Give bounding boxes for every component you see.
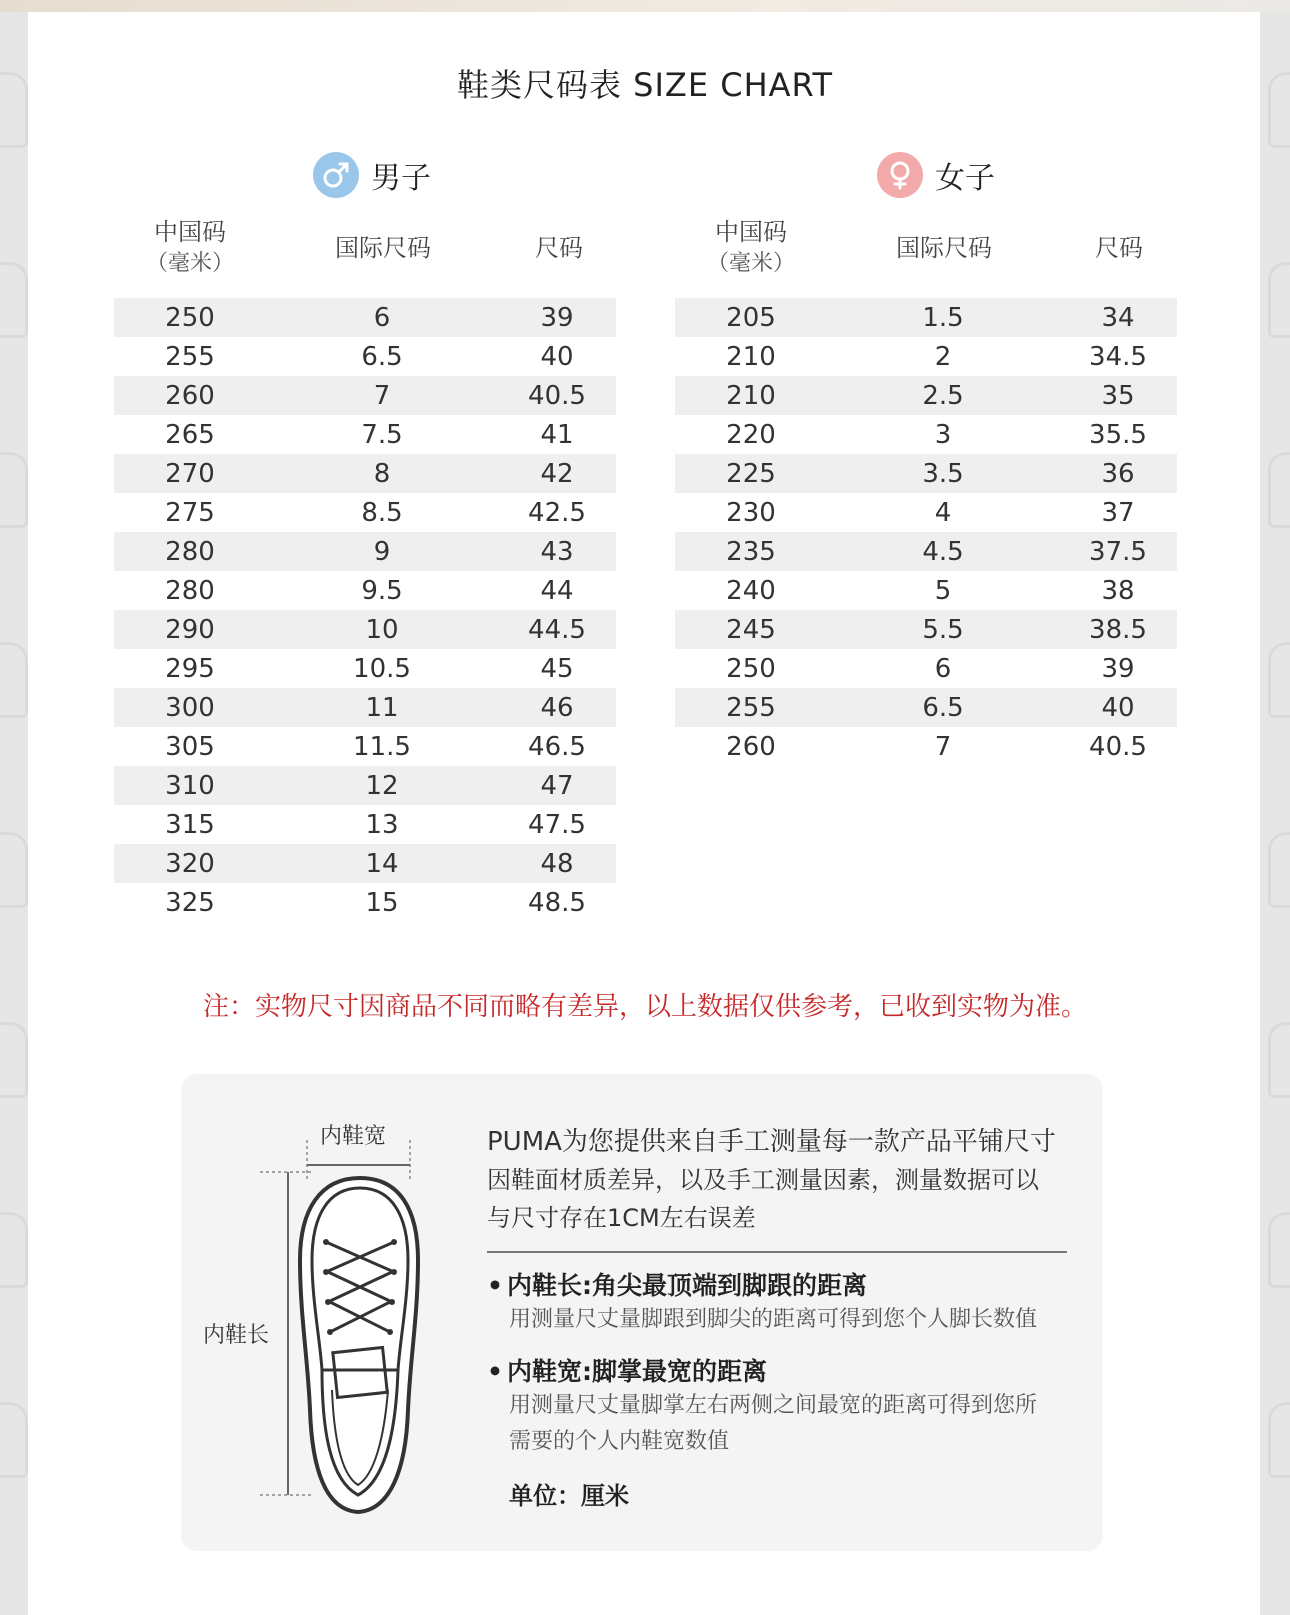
eu-size-cell: 40.5 bbox=[1089, 731, 1147, 762]
intl-size-cell: 10.5 bbox=[353, 653, 411, 684]
unit-label: 单位：厘米 bbox=[509, 1482, 629, 1510]
men-header-intl: 国际尺码 bbox=[335, 234, 431, 262]
cn-size-cell: 250 bbox=[726, 653, 776, 684]
cn-size-cell: 225 bbox=[726, 458, 776, 489]
table-row bbox=[675, 298, 1177, 337]
intl-size-cell: 3.5 bbox=[922, 458, 964, 489]
women-header-intl: 国际尺码 bbox=[896, 234, 992, 262]
intl-size-cell: 10 bbox=[365, 614, 399, 645]
measurement-intro: PUMA为您提供来自手工测量每一款产品平铺尺寸 因鞋面材质差异，以及手工测量因素，测量数据可以 与尺寸存在1CM左右误差 bbox=[487, 1127, 1056, 1232]
cn-size-cell: 265 bbox=[165, 419, 215, 450]
eu-size-cell: 44.5 bbox=[528, 614, 586, 645]
cn-size-cell: 220 bbox=[726, 419, 776, 450]
intl-size-cell: 13 bbox=[365, 809, 399, 840]
intl-size-cell: 6.5 bbox=[922, 692, 964, 723]
eu-size-cell: 34.5 bbox=[1089, 341, 1147, 372]
table-row bbox=[114, 571, 616, 610]
table-row bbox=[675, 376, 1177, 415]
table-row bbox=[114, 337, 616, 376]
cn-size-cell: 280 bbox=[165, 536, 215, 567]
intl-size-cell: 2 bbox=[934, 341, 952, 372]
eu-size-cell: 38.5 bbox=[1089, 614, 1147, 645]
intl-size-cell: 12 bbox=[365, 770, 399, 801]
eu-size-cell: 42 bbox=[540, 458, 574, 489]
shoe-outline-icon bbox=[260, 1140, 460, 1520]
cn-size-cell: 290 bbox=[165, 614, 215, 645]
intl-size-cell: 7 bbox=[373, 380, 391, 411]
intl-size-cell: 6 bbox=[373, 302, 391, 333]
cn-size-cell: 300 bbox=[165, 692, 215, 723]
cn-size-cell: 325 bbox=[165, 887, 215, 918]
table-row bbox=[114, 415, 616, 454]
intl-size-cell: 11.5 bbox=[353, 731, 411, 762]
table-row bbox=[114, 805, 616, 844]
eu-size-cell: 41 bbox=[540, 419, 574, 450]
intl-size-cell: 6.5 bbox=[361, 341, 403, 372]
table-row bbox=[114, 766, 616, 805]
intl-size-cell: 8 bbox=[373, 458, 391, 489]
eu-size-cell: 40 bbox=[540, 341, 574, 372]
top-strip bbox=[0, 0, 1290, 12]
page-title: 鞋类尺码表 SIZE CHART bbox=[457, 66, 833, 104]
intl-size-cell: 9.5 bbox=[361, 575, 403, 606]
men-header-cn: 中国码 （毫米） bbox=[145, 218, 234, 276]
disclaimer-note: 注：实物尺寸因商品不同而略有差异，以上数据仅供参考，已收到实物为准。 bbox=[202, 992, 1087, 1022]
cn-size-cell: 230 bbox=[726, 497, 776, 528]
intl-size-cell: 11 bbox=[365, 692, 399, 723]
men-label: 男子 bbox=[371, 161, 431, 196]
inner-width-bullet: • 内鞋宽:脚掌最宽的距离 用测量尺丈量脚掌左右两侧之间最宽的距离可得到您所 需要的个人内鞋宽数值 bbox=[487, 1357, 1038, 1454]
eu-size-cell: 34 bbox=[1101, 302, 1135, 333]
cn-size-cell: 260 bbox=[165, 380, 215, 411]
table-row bbox=[114, 532, 616, 571]
men-heading bbox=[313, 148, 431, 202]
inner-width-label: 内鞋宽 bbox=[320, 1124, 387, 1149]
intl-size-cell: 7 bbox=[934, 731, 952, 762]
table-row bbox=[114, 376, 616, 415]
table-row bbox=[114, 727, 616, 766]
men-size-table bbox=[114, 298, 616, 922]
divider bbox=[487, 1251, 1067, 1253]
table-row bbox=[114, 610, 616, 649]
women-label: 女子 bbox=[935, 161, 995, 196]
table-row bbox=[675, 337, 1177, 376]
left-watermark-margin bbox=[0, 12, 28, 1615]
cn-size-cell: 260 bbox=[726, 731, 776, 762]
eu-size-cell: 44 bbox=[540, 575, 574, 606]
cn-size-cell: 210 bbox=[726, 341, 776, 372]
intl-size-cell: 6 bbox=[934, 653, 952, 684]
intl-size-cell: 5.5 bbox=[922, 614, 964, 645]
female-symbol-icon bbox=[877, 152, 923, 198]
cn-size-cell: 255 bbox=[726, 692, 776, 723]
eu-size-cell: 39 bbox=[1101, 653, 1135, 684]
table-row bbox=[114, 844, 616, 883]
table-row bbox=[675, 571, 1177, 610]
cn-size-cell: 310 bbox=[165, 770, 215, 801]
inner-length-label: 内鞋长 bbox=[203, 1323, 270, 1348]
intl-size-cell: 2.5 bbox=[922, 380, 964, 411]
table-row bbox=[114, 883, 616, 922]
intl-size-cell: 5 bbox=[934, 575, 952, 606]
cn-size-cell: 255 bbox=[165, 341, 215, 372]
table-row bbox=[675, 493, 1177, 532]
intl-size-cell: 9 bbox=[373, 536, 391, 567]
eu-size-cell: 42.5 bbox=[528, 497, 586, 528]
eu-size-cell: 40.5 bbox=[528, 380, 586, 411]
women-heading bbox=[877, 148, 995, 202]
eu-size-cell: 38 bbox=[1101, 575, 1135, 606]
table-row bbox=[675, 688, 1177, 727]
intl-size-cell: 1.5 bbox=[922, 302, 964, 333]
women-header-eu: 尺码 bbox=[1095, 234, 1143, 262]
eu-size-cell: 40 bbox=[1101, 692, 1135, 723]
cn-size-cell: 315 bbox=[165, 809, 215, 840]
cn-size-cell: 320 bbox=[165, 848, 215, 879]
inner-length-bullet: • 内鞋长:角尖最顶端到脚跟的距离 用测量尺丈量脚跟到脚尖的距离可得到您个人脚长数值 bbox=[487, 1271, 1038, 1332]
male-symbol-icon bbox=[313, 152, 359, 198]
cn-size-cell: 280 bbox=[165, 575, 215, 606]
eu-size-cell: 43 bbox=[540, 536, 574, 567]
table-row bbox=[114, 649, 616, 688]
table-row bbox=[675, 454, 1177, 493]
cn-size-cell: 205 bbox=[726, 302, 776, 333]
table-row bbox=[114, 688, 616, 727]
table-row bbox=[675, 610, 1177, 649]
eu-size-cell: 36 bbox=[1101, 458, 1135, 489]
table-row bbox=[675, 415, 1177, 454]
men-header-eu: 尺码 bbox=[535, 234, 583, 262]
eu-size-cell: 39 bbox=[540, 302, 574, 333]
women-header-cn: 中国码 （毫米） bbox=[706, 218, 795, 276]
cn-size-cell: 210 bbox=[726, 380, 776, 411]
intl-size-cell: 7.5 bbox=[361, 419, 403, 450]
cn-size-cell: 295 bbox=[165, 653, 215, 684]
right-watermark-margin bbox=[1260, 12, 1290, 1615]
intl-size-cell: 4 bbox=[934, 497, 952, 528]
cn-size-cell: 240 bbox=[726, 575, 776, 606]
eu-size-cell: 48.5 bbox=[528, 887, 586, 918]
intl-size-cell: 4.5 bbox=[922, 536, 964, 567]
eu-size-cell: 46.5 bbox=[528, 731, 586, 762]
table-row bbox=[675, 649, 1177, 688]
intl-size-cell: 3 bbox=[934, 419, 952, 450]
eu-size-cell: 47.5 bbox=[528, 809, 586, 840]
intl-size-cell: 15 bbox=[365, 887, 399, 918]
cn-size-cell: 305 bbox=[165, 731, 215, 762]
table-row bbox=[114, 493, 616, 532]
intl-size-cell: 14 bbox=[365, 848, 399, 879]
women-size-table bbox=[675, 298, 1177, 766]
cn-size-cell: 270 bbox=[165, 458, 215, 489]
table-row bbox=[675, 532, 1177, 571]
table-row bbox=[675, 727, 1177, 766]
cn-size-cell: 235 bbox=[726, 536, 776, 567]
eu-size-cell: 45 bbox=[540, 653, 574, 684]
eu-size-cell: 47 bbox=[540, 770, 574, 801]
intl-size-cell: 8.5 bbox=[361, 497, 403, 528]
cn-size-cell: 275 bbox=[165, 497, 215, 528]
table-row bbox=[114, 454, 616, 493]
eu-size-cell: 37.5 bbox=[1089, 536, 1147, 567]
table-row bbox=[114, 298, 616, 337]
eu-size-cell: 46 bbox=[540, 692, 574, 723]
eu-size-cell: 35 bbox=[1101, 380, 1135, 411]
eu-size-cell: 48 bbox=[540, 848, 574, 879]
eu-size-cell: 37 bbox=[1101, 497, 1135, 528]
cn-size-cell: 250 bbox=[165, 302, 215, 333]
eu-size-cell: 35.5 bbox=[1089, 419, 1147, 450]
cn-size-cell: 245 bbox=[726, 614, 776, 645]
